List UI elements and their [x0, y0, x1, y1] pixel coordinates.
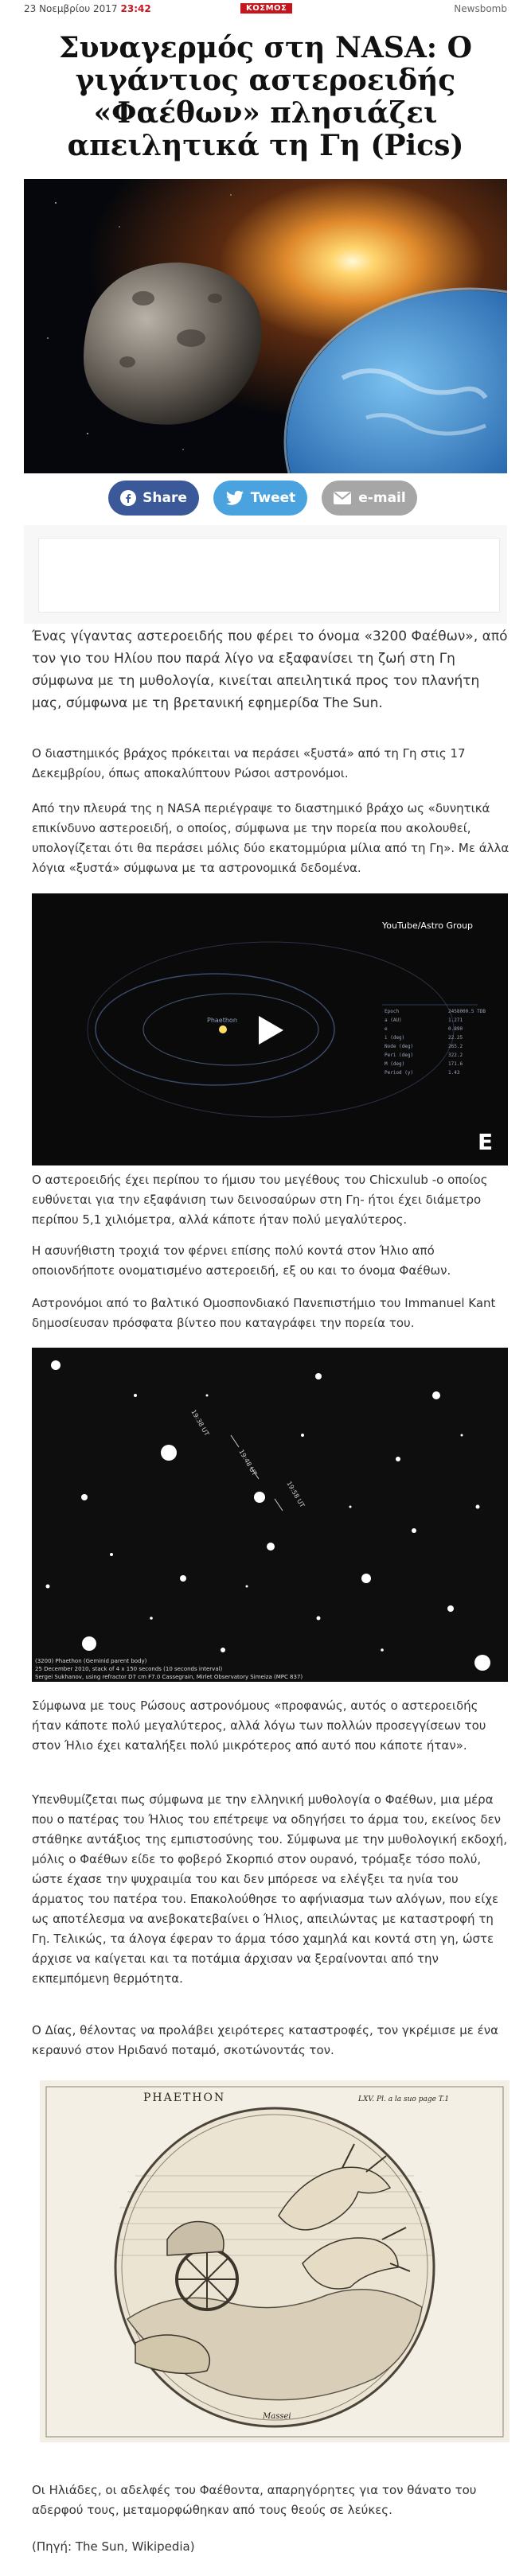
data-row-value: 1.43	[448, 1070, 460, 1076]
video-player[interactable]	[32, 893, 508, 1165]
orbit-animation-frame	[32, 893, 508, 1165]
source-label[interactable]: Newsbomb	[454, 3, 507, 14]
photo-caption-line: Sergei Sukhanov, using refractor D7 cm F7.0 Cassegrain, Mirlet Observatory Simeiza (MPC 837)	[35, 1674, 303, 1680]
engraving-signature: Massei	[263, 2412, 291, 2421]
engraving-illustration	[40, 2080, 510, 2442]
data-row-key: Period (y)	[385, 1070, 414, 1076]
paragraph: Η ασυνήθιστη τροχιά τον φέρνει επίσης πολύ κοντά στον Ήλιο από οποιονδήποτε ονοματισμένο αστεροειδή, εξ ου και το όνομα Φαέθων.	[32, 1243, 451, 1278]
paragraph: Ο αστεροειδής έχει περίπου το ήμισυ του μεγέθους του Chicxulub -ο οποίος ευθύνεται για την εξαφάνιση των δεινοσαύρων στη Γη- ήτοι έχει διάμετρο περίπου 5,1 χιλιόμετρα, αλλά κάποτε ήταν πολύ μεγαλύτερος.	[32, 1173, 488, 1227]
paragraph: Σύμφωνα με τους Ρώσους αστρονόμους «προφανώς, αυτός ο αστεροειδής ήταν κάποτε πολύ μεγαλύτερος, αλλά λόγω των πολλών προσεγγίσεων του στον Ήλιο έχει καταλήξει πολύ μικρότερος από αυτό που κάποτε ήταν».	[32, 1699, 486, 1753]
paragraph: Υπενθυμίζεται πως σύμφωνα με την ελληνική μυθολογία ο Φαέθων, μια μέρα που ο πατέρας του Ήλιος του επέτρεψε να οδηγήσει το άρμα του, εκείνος δεν στάθηκε αντάξιος της εμπιστοσύνης του. Σύμφωνα με την μυθολογική εκδοχή, μόλις ο Φαέθων είδε το φοβερό Σκορπιό στον ουρανό, τρόμαξε τόσο πολύ, ώστε έχασε την ψυχραιμία του και δεν μπόρεσε να ελέγξει τα ηνία του άρματος του πατέρα του. Επακολούθησε το αφήνιασμα των αλόγων, που είχε ως αποτέλεσμα να ανεβοκατεβαίνει ο Ήλιος, απειλώντας με καταστροφή τη Γη. Τελικώς, τα άλογα έφεραν το άρμα τόσο χαμηλά και κοντά στη γη, ώστε άρχισε να καίγεται και τα ποτάμια άρχισαν να ξεραίνονται από την εκπεμπόμενη θερμότητα.	[32, 1792, 508, 1986]
hero-image	[24, 179, 507, 473]
email-share-button[interactable]	[322, 481, 417, 516]
article-title	[32, 32, 499, 162]
data-row-value: 322.2	[448, 1053, 463, 1058]
data-row-key: a (AU)	[385, 1018, 402, 1023]
data-row-key: Node (deg)	[385, 1044, 414, 1049]
brand-logo-mark: E	[478, 1129, 494, 1155]
category-badge[interactable]: ΚΟΣΜΟΣ	[240, 3, 292, 14]
top-bar	[0, 0, 531, 18]
twitter-bird-icon	[225, 490, 244, 506]
data-row-key: Peri (deg)	[385, 1053, 414, 1058]
data-row-value: 2458000.5 TDB	[448, 1009, 486, 1014]
data-row-value: 1.271	[448, 1018, 463, 1023]
video-channel-label: YouTube/Astro Group	[382, 920, 474, 931]
title-line: γιγάντιος αστεροειδής	[75, 64, 456, 97]
trail-time-label: 19:58 UT	[285, 1480, 306, 1509]
asteroid-track-photo	[32, 1348, 508, 1682]
data-row-value: 0.890	[448, 1026, 463, 1032]
facebook-share-button[interactable]	[108, 481, 199, 516]
article-source: (Πηγή: The Sun, Wikipedia)	[32, 2539, 195, 2554]
ad-slot	[38, 538, 500, 613]
paragraph: Ο διαστημικός βράχος πρόκειται να περάσει «ξυστά» από τη Γη στις 17 Δεκεμβρίου, όπως αποκαλύπτουν Ρώσοι αστρονόμοι.	[32, 746, 466, 780]
data-row-key: M (deg)	[385, 1061, 405, 1067]
title-line: απειλητικά τη Γη (Pics)	[67, 129, 464, 162]
data-row-key: e	[385, 1026, 388, 1032]
trail-time-label: 19:38 UT	[189, 1408, 211, 1438]
share-label: Share	[143, 490, 187, 506]
data-row-key: i (deg)	[385, 1035, 405, 1041]
title-line: Συναγερμός στη NASA: Ο	[59, 31, 472, 64]
title-line: «Φαέθων» πλησιάζει	[93, 96, 438, 130]
paragraph: Ο Δίας, θέλοντας να προλάβει χειρότερες καταστροφές, τον γκρέμισε με ένα κεραυνό στον Ηριδανό ποταμό, σκοτώνοντάς τον.	[32, 2023, 499, 2057]
engraving-title: PHAETHON	[143, 2092, 226, 2104]
data-row-key: Epoch	[385, 1009, 400, 1014]
paragraph: Από την πλευρά της η NASA περιέγραψε το διαστημικό βράχο ως «δυνητικά επικίνδυνο αστεροειδή, ο οποίος, σύμφωνα με την πορεία που ακολουθεί, υπολογίζεται ότι θα περάσει μόλις δύο εκατομμύρια μίλια από τη Γη». Με άλλα λόγια «ξυστά» σύμφωνα με τα αστρονομικά δεδομένα.	[32, 801, 510, 875]
envelope-icon	[333, 491, 352, 505]
photo-caption-line: 25 December 2010, stack of 4 x 150 seconds (10 seconds interval)	[35, 1666, 223, 1672]
facebook-icon	[120, 490, 136, 506]
article-lead: Ένας γίγαντας αστεροειδής που φέρει το όνομα «3200 Φαέθων», από τον γιο του Ηλίου που παρά λίγο να εξαφανίσει τη ζωή στη Γη σύμφωνα με τη μυθολογία, κινείται απειλητικά προς τον πλανήτη μας, σύμφωνα με τη βρετανική εφημερίδα The Sun.	[32, 628, 508, 711]
photo-caption-line: (3200) Phaethon (Geminid parent body)	[35, 1658, 147, 1664]
article-time: 23:42	[120, 3, 151, 14]
twitter-share-button[interactable]	[213, 481, 307, 516]
engraving-plate-ref: LXV. Pl. a la suo page T.1	[358, 2095, 450, 2103]
orbit-label: Phaethon	[207, 1017, 237, 1024]
trail-time-label: 19:48 UT	[237, 1448, 259, 1477]
phaethon-engraving	[40, 2080, 510, 2442]
starfield-image	[32, 1348, 508, 1682]
tweet-label: Tweet	[250, 490, 296, 506]
article-date: 23 Νοεμβρίου 2017 23:42	[24, 3, 151, 14]
data-row-value: 265.2	[448, 1044, 463, 1049]
paragraph: Οι Ηλιάδες, οι αδελφές του Φαέθοντα, απαρηγόρητες για τον θάνατο του αδερφού τους, μεταμορφώθηκαν από τους θεούς σε λεύκες.	[32, 2483, 477, 2517]
data-row-value: 22.25	[448, 1035, 463, 1041]
asteroid-earth-illustration	[24, 179, 507, 473]
data-row-value: 171.6	[448, 1061, 463, 1067]
email-label: e-mail	[358, 490, 406, 506]
paragraph: Αστρονόμοι από το βαλτικό Ομοσπονδιακό Πανεπιστήμιο του Immanuel Kant δημοσίευσαν πρόσφατα βίντεο που καταγράφει την πορεία του.	[32, 1296, 496, 1330]
